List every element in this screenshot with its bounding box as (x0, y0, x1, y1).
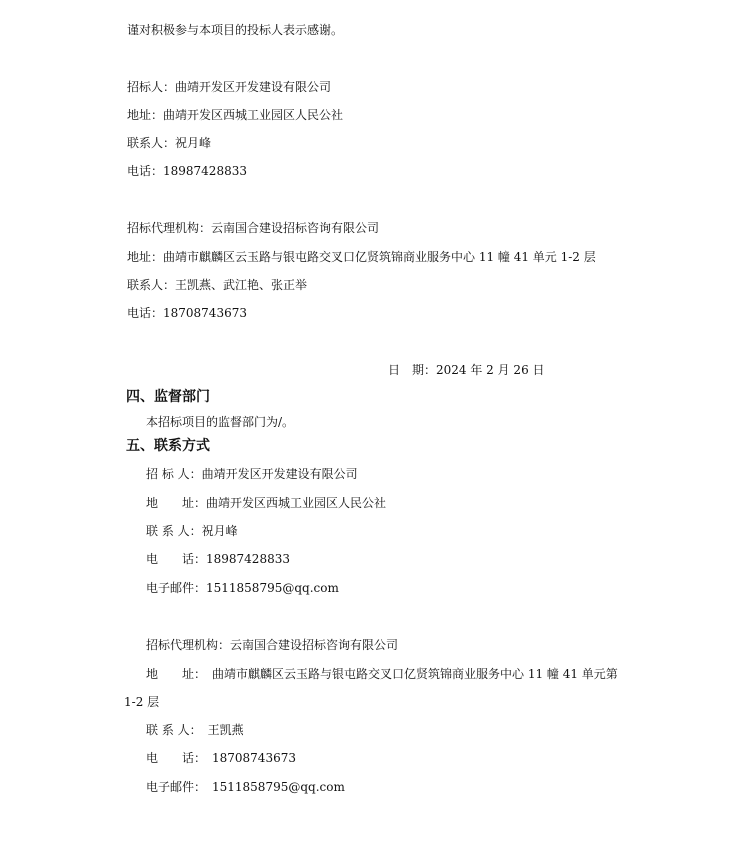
agency-phone: 电话：18708743673 (127, 306, 247, 320)
contact-tenderer-name: 招 标 人：曲靖开发区开发建设有限公司 (146, 467, 358, 481)
contact-agency-email: 电子邮件： 1511858795@qq.com (146, 780, 345, 794)
agency-name: 招标代理机构：云南国合建设招标咨询有限公司 (127, 221, 380, 235)
contact-tenderer-person: 联 系 人：祝月峰 (146, 524, 238, 538)
contact-agency-address: 地 址： 曲靖市麒麟区云玉路与银屯路交叉口亿贤筑锦商业服务中心 11 幢 41 单元第 (146, 667, 618, 681)
agency-contact: 联系人：王凯燕、武江艳、张正举 (127, 278, 308, 292)
supervision-text: 本招标项目的监督部门为/。 (146, 415, 295, 429)
tenderer-phone: 电话：18987428833 (127, 164, 247, 178)
contact-agency-person: 联 系 人： 王凯燕 (146, 723, 244, 737)
issue-date: 日 期：2024 年 2 月 26 日 (388, 363, 545, 377)
agency-address: 地址：曲靖市麒麟区云玉路与银屯路交叉口亿贤筑锦商业服务中心 11 幢 41 单元 1-2 层 (127, 250, 596, 264)
contact-tenderer-email: 电子邮件：1511858795@qq.com (146, 581, 339, 595)
tenderer-address: 地址：曲靖开发区西城工业园区人民公社 (127, 108, 344, 122)
section-4-title: 四、监督部门 (126, 389, 210, 405)
tenderer-name: 招标人：曲靖开发区开发建设有限公司 (127, 80, 332, 94)
contact-agency-phone: 电 话： 18708743673 (146, 751, 296, 765)
tenderer-contact: 联系人：祝月峰 (127, 136, 212, 150)
thanks-text: 谨对积极参与本项目的投标人表示感谢。 (127, 23, 344, 37)
contact-tenderer-phone: 电 话：18987428833 (146, 552, 290, 566)
section-5-title: 五、联系方式 (126, 438, 210, 454)
contact-tenderer-address: 地 址：曲靖开发区西城工业园区人民公社 (146, 496, 387, 510)
contact-agency-address-cont: 1-2 层 (124, 695, 160, 709)
contact-agency-name: 招标代理机构：云南国合建设招标咨询有限公司 (146, 638, 399, 652)
